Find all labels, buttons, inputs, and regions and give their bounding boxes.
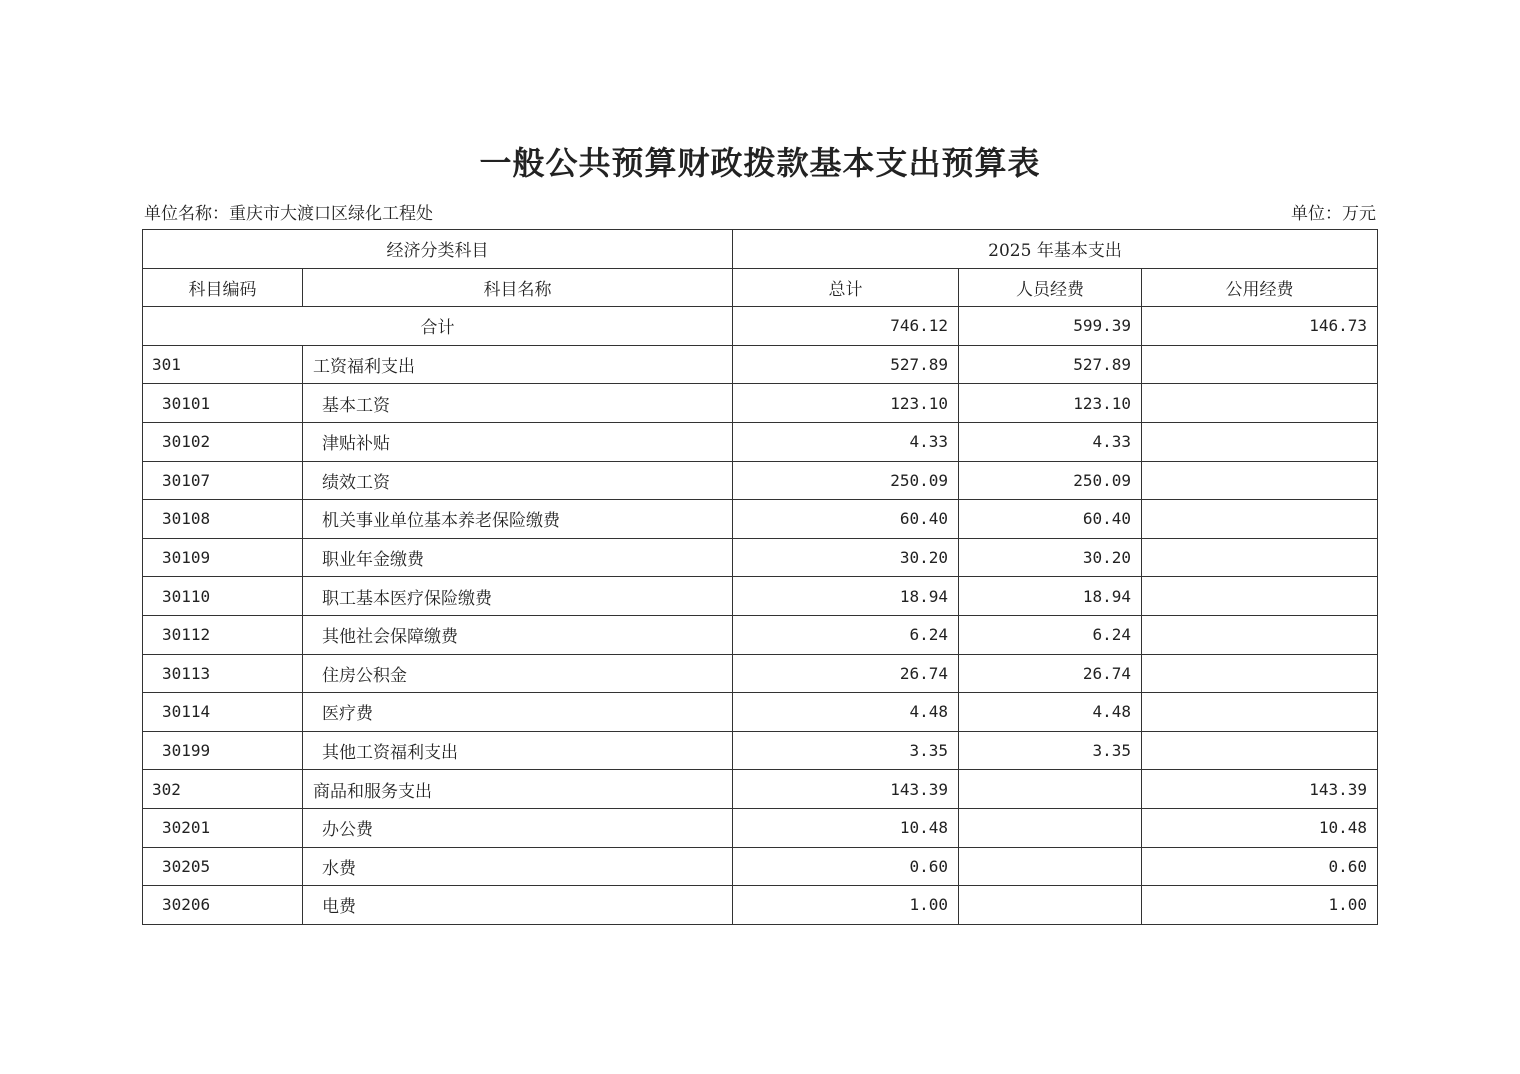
- row-total: 10.48: [733, 808, 959, 847]
- row-personnel: [959, 808, 1142, 847]
- table-row: [143, 538, 1378, 577]
- table-row: [143, 808, 1378, 847]
- row-code: 30114: [143, 693, 303, 732]
- column-header-total: 总计: [733, 268, 959, 307]
- row-name: 商品和服务支出: [303, 770, 733, 809]
- row-name: 电费: [303, 886, 733, 925]
- row-total: 6.24: [733, 615, 959, 654]
- row-name: 职工基本医疗保险缴费: [303, 577, 733, 616]
- table-row: [143, 693, 1378, 732]
- header-basic-expenditure-2025: 2025 年基本支出: [733, 230, 1378, 269]
- row-name: 基本工资: [303, 384, 733, 423]
- table-row: [143, 615, 1378, 654]
- row-personnel: 3.35: [959, 731, 1142, 770]
- row-total: 0.60: [733, 847, 959, 886]
- row-code: 30101: [143, 384, 303, 423]
- row-total: 4.48: [733, 693, 959, 732]
- column-header-public: 公用经费: [1142, 268, 1378, 307]
- table-row: [143, 847, 1378, 886]
- row-name: 水费: [303, 847, 733, 886]
- row-personnel: 30.20: [959, 538, 1142, 577]
- page-title: 一般公共预算财政拨款基本支出预算表: [479, 144, 1041, 182]
- row-personnel: 250.09: [959, 461, 1142, 500]
- row-total: 527.89: [733, 345, 959, 384]
- row-public: [1142, 461, 1378, 500]
- row-total: 30.20: [733, 538, 959, 577]
- row-personnel: 123.10: [959, 384, 1142, 423]
- header-column-row: [143, 268, 1378, 307]
- row-public: 0.60: [1142, 847, 1378, 886]
- row-code: 30110: [143, 577, 303, 616]
- row-total: 26.74: [733, 654, 959, 693]
- total-personnel: 599.39: [959, 307, 1142, 346]
- row-total: 123.10: [733, 384, 959, 423]
- row-total: 60.40: [733, 500, 959, 539]
- row-name: 医疗费: [303, 693, 733, 732]
- row-name: 办公费: [303, 808, 733, 847]
- row-public: 10.48: [1142, 808, 1378, 847]
- row-name: 其他社会保障缴费: [303, 615, 733, 654]
- row-code: 30107: [143, 461, 303, 500]
- row-public: [1142, 384, 1378, 423]
- row-public: 143.39: [1142, 770, 1378, 809]
- column-header-code: 科目编码: [143, 268, 303, 307]
- row-public: [1142, 345, 1378, 384]
- row-code: 30205: [143, 847, 303, 886]
- total-amount: 746.12: [733, 307, 959, 346]
- row-public: 1.00: [1142, 886, 1378, 925]
- table-row: [143, 461, 1378, 500]
- total-label: 合计: [143, 307, 733, 346]
- row-public: [1142, 731, 1378, 770]
- total-public: 146.73: [1142, 307, 1378, 346]
- table-row: [143, 731, 1378, 770]
- row-name: 职业年金缴费: [303, 538, 733, 577]
- header-economic-classification: 经济分类科目: [143, 230, 733, 269]
- header-group-row: [143, 230, 1378, 269]
- row-public: [1142, 500, 1378, 539]
- table-row: [143, 770, 1378, 809]
- row-name: 工资福利支出: [303, 345, 733, 384]
- row-total: 1.00: [733, 886, 959, 925]
- row-code: 30206: [143, 886, 303, 925]
- row-personnel: [959, 770, 1142, 809]
- table-row: [143, 500, 1378, 539]
- currency-unit-label: 单位：万元: [1291, 204, 1376, 224]
- table-row: [143, 577, 1378, 616]
- row-name: 住房公积金: [303, 654, 733, 693]
- row-personnel: [959, 886, 1142, 925]
- row-public: [1142, 654, 1378, 693]
- column-header-name: 科目名称: [303, 268, 733, 307]
- row-personnel: 60.40: [959, 500, 1142, 539]
- unit-name-label: 单位名称：重庆市大渡口区绿化工程处: [144, 204, 433, 224]
- column-header-personnel: 人员经费: [959, 268, 1142, 307]
- row-name: 津贴补贴: [303, 422, 733, 461]
- row-public: [1142, 693, 1378, 732]
- row-code: 30109: [143, 538, 303, 577]
- table-row: [143, 345, 1378, 384]
- row-name: 其他工资福利支出: [303, 731, 733, 770]
- row-total: 143.39: [733, 770, 959, 809]
- row-public: [1142, 422, 1378, 461]
- table-row: [143, 654, 1378, 693]
- table-row: [143, 886, 1378, 925]
- row-code: 30102: [143, 422, 303, 461]
- row-personnel: 4.48: [959, 693, 1142, 732]
- row-total: 250.09: [733, 461, 959, 500]
- row-personnel: 26.74: [959, 654, 1142, 693]
- table-row: [143, 384, 1378, 423]
- budget-table: [142, 229, 1378, 925]
- row-public: [1142, 615, 1378, 654]
- row-total: 3.35: [733, 731, 959, 770]
- row-code: 301: [143, 345, 303, 384]
- row-code: 30113: [143, 654, 303, 693]
- row-code: 30199: [143, 731, 303, 770]
- row-public: [1142, 577, 1378, 616]
- row-name: 绩效工资: [303, 461, 733, 500]
- row-name: 机关事业单位基本养老保险缴费: [303, 500, 733, 539]
- row-code: 30201: [143, 808, 303, 847]
- row-personnel: [959, 847, 1142, 886]
- row-public: [1142, 538, 1378, 577]
- row-personnel: 18.94: [959, 577, 1142, 616]
- row-code: 30112: [143, 615, 303, 654]
- total-row: [143, 307, 1378, 346]
- row-code: 30108: [143, 500, 303, 539]
- row-personnel: 4.33: [959, 422, 1142, 461]
- row-personnel: 527.89: [959, 345, 1142, 384]
- table-row: [143, 422, 1378, 461]
- row-code: 302: [143, 770, 303, 809]
- row-personnel: 6.24: [959, 615, 1142, 654]
- row-total: 18.94: [733, 577, 959, 616]
- row-total: 4.33: [733, 422, 959, 461]
